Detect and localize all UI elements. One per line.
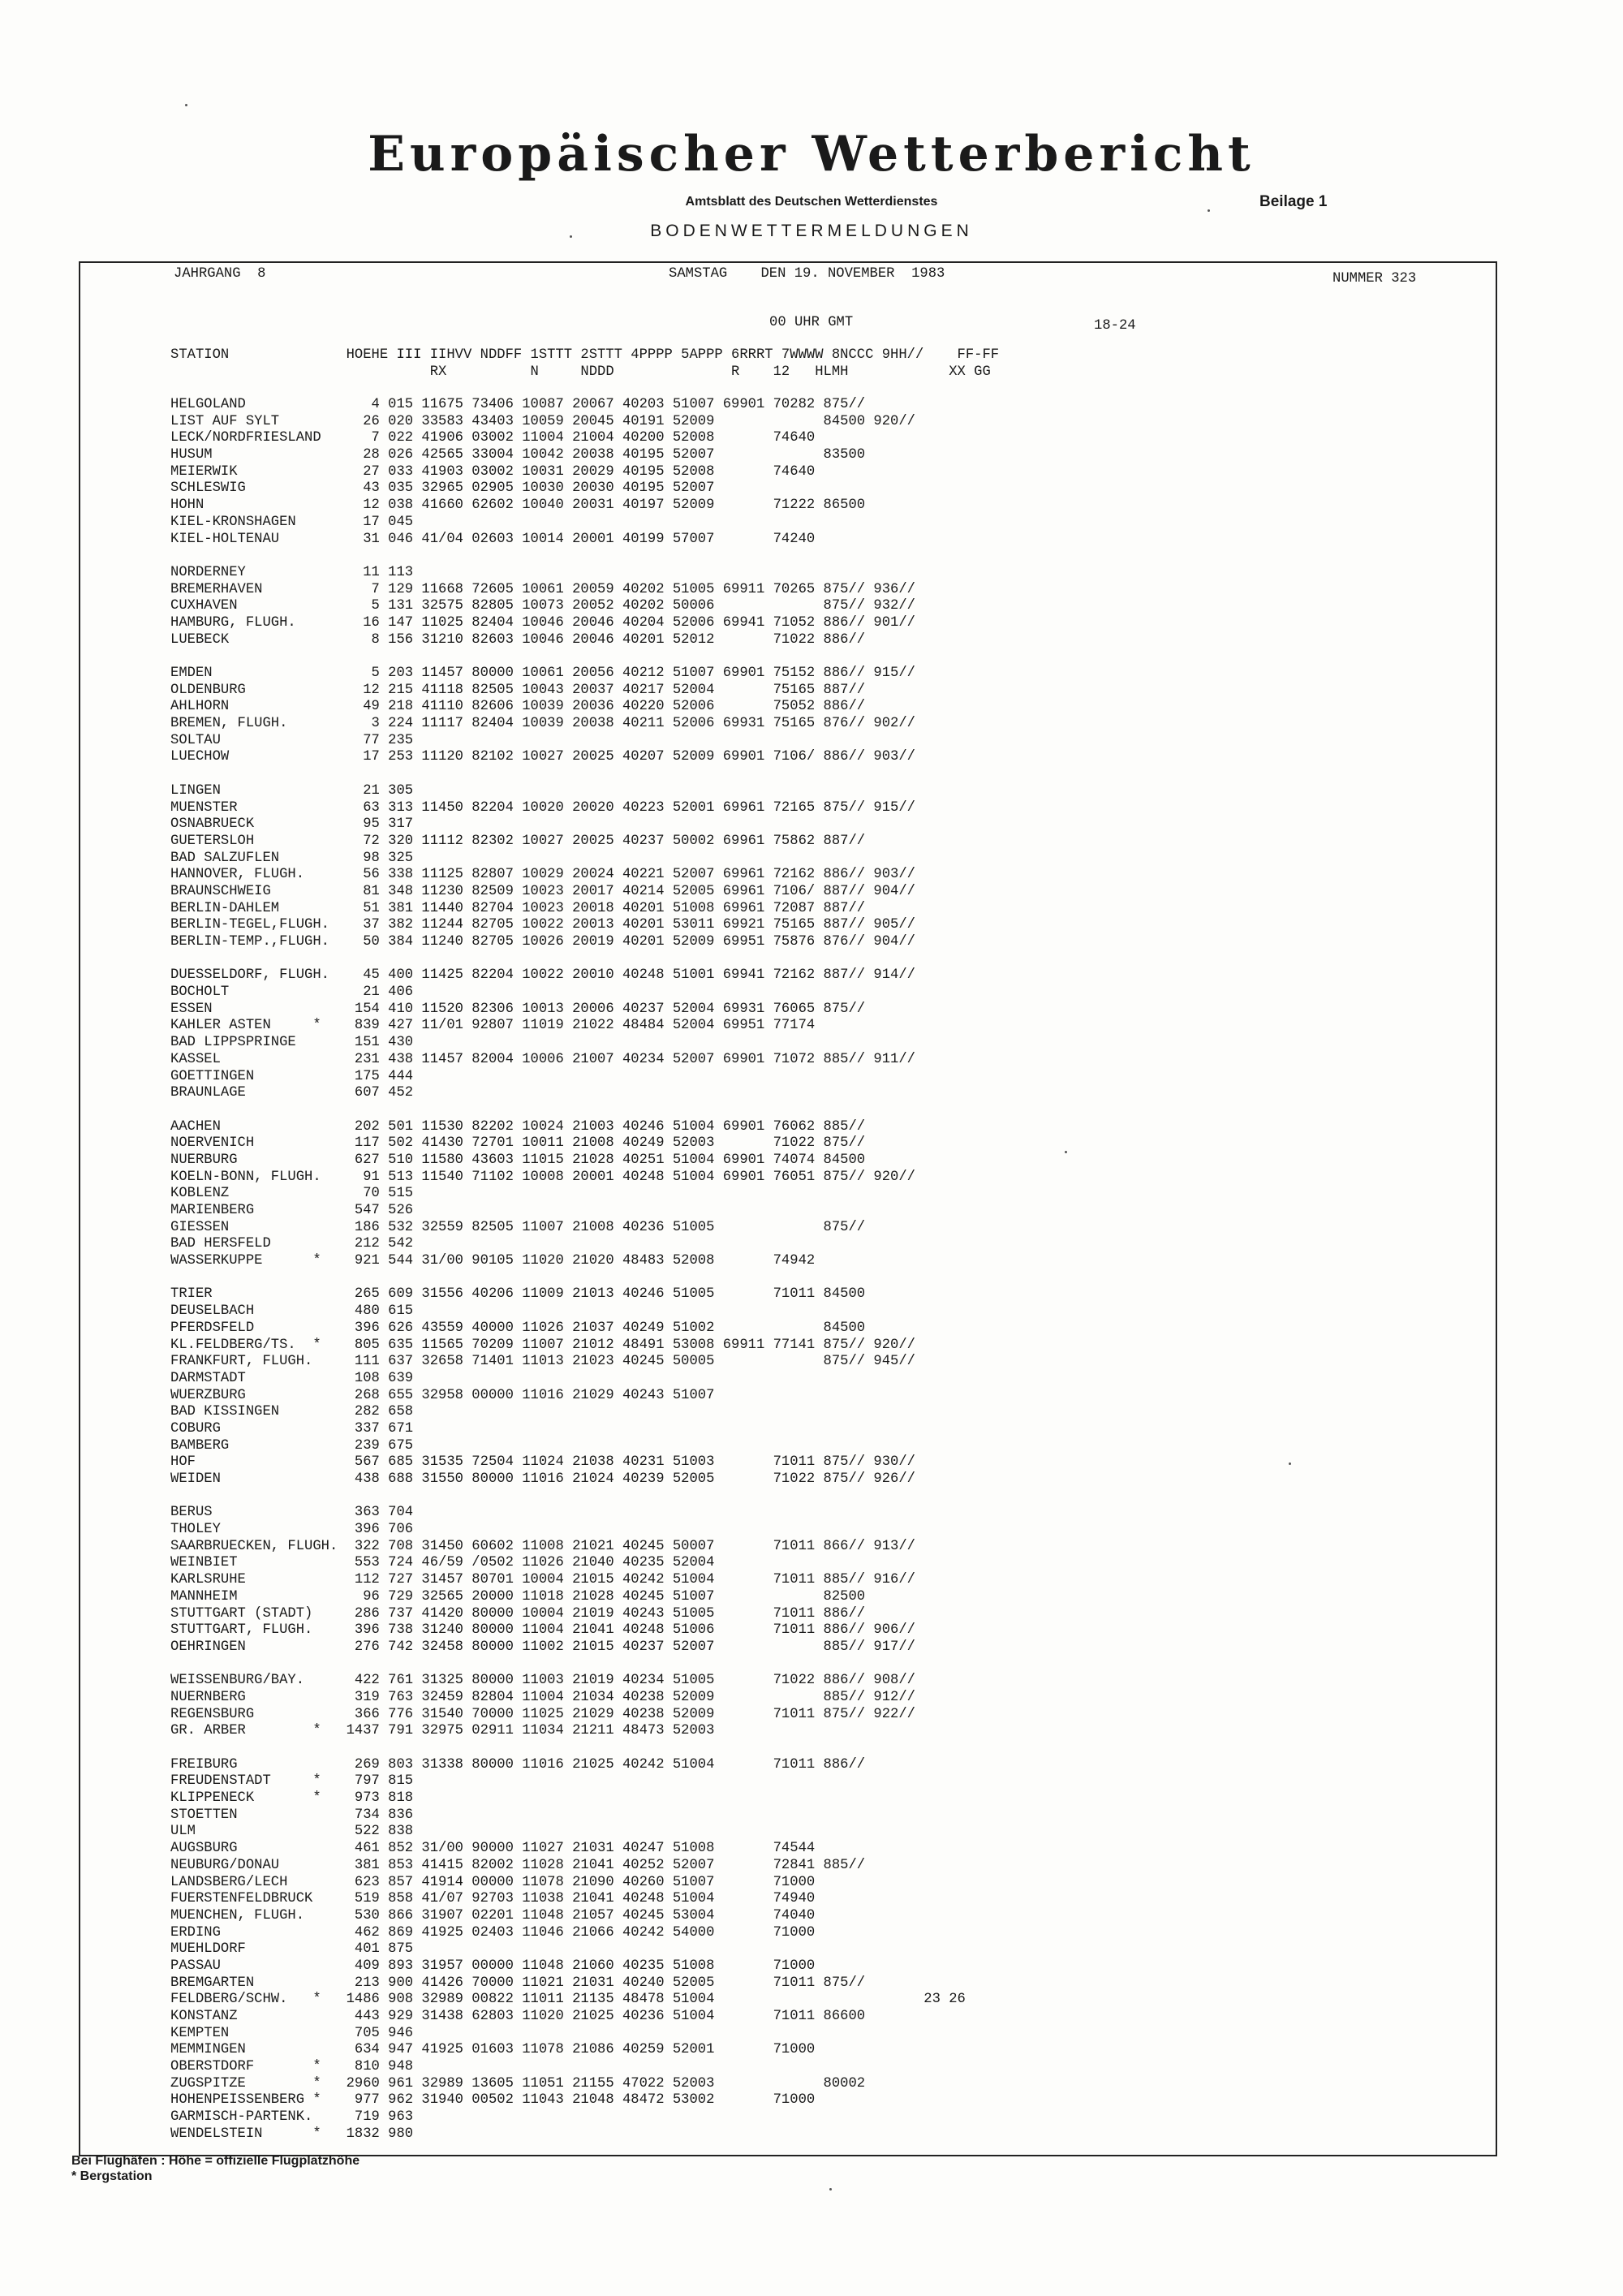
table-row: WEISSENBURG/BAY. 422 761 31325 80000 11003 21019 40234 51005 71022 886// 908// xyxy=(170,1673,915,1689)
table-row: HELGOLAND 4 015 11675 73406 10087 20067 40203 51007 69901 70282 875// xyxy=(170,397,866,412)
table-row: WEINBIET 553 724 46/59 /0502 11026 21040 40235 52004 xyxy=(170,1555,715,1571)
column-header xyxy=(170,347,999,381)
table-row: SOLTAU 77 235 xyxy=(170,732,414,748)
table-row: FUERSTENFELDBRUCK 519 858 41/07 92703 11038 21041 40248 51004 74940 xyxy=(170,1891,816,1907)
footnote-mountain: * Bergstation xyxy=(71,2169,153,2183)
table-row: ESSEN 154 410 11520 82306 10013 20006 40237 52004 69931 76065 875// xyxy=(170,1001,866,1017)
table-row: DEUSELBACH 480 615 xyxy=(170,1303,414,1320)
table-spacer xyxy=(170,1270,966,1287)
table-row: FREIBURG 269 803 31338 80000 11016 21025 40242 51004 71011 886// xyxy=(170,1756,866,1773)
table-row: LECK/NORDFRIESLAND 7 022 41906 03002 11004 21004 40200 52008 74640 xyxy=(170,430,816,446)
table-row: COBURG 337 671 xyxy=(170,1420,414,1437)
page-title: Europäischer Wetterbericht xyxy=(368,126,1255,183)
table-row: NEUBURG/DONAU 381 853 41415 82002 11028 21041 40252 52007 72841 885// xyxy=(170,1857,866,1873)
footnote-airports: Bei Flughäfen : Höhe = offizielle Flugplatzhöhe xyxy=(71,2154,360,2168)
gust-period: 18-24 xyxy=(1094,318,1136,334)
table-row: BREMERHAVEN 7 129 11668 72605 10061 20059 40202 51005 69911 70265 875// 936// xyxy=(170,581,915,597)
table-row: LINGEN 21 305 xyxy=(170,782,414,799)
section-title: BODENWETTERMELDUNGEN xyxy=(650,222,973,240)
table-row: THOLEY 396 706 xyxy=(170,1522,414,1538)
table-spacer xyxy=(170,548,966,565)
table-row: MUENCHEN, FLUGH. 530 866 31907 02201 11048 21057 40245 53004 74040 xyxy=(170,1907,816,1923)
table-row: NORDERNEY 11 113 xyxy=(170,564,414,580)
table-row: WEIDEN 438 688 31550 80000 11016 21024 40239 52005 71022 875// 926// xyxy=(170,1471,915,1487)
column-header-line-2: RX N NDDD R 12 HLMH XX GG xyxy=(170,364,991,380)
table-row: KAHLER ASTEN * 839 427 11/01 92807 11019 21022 48484 52004 69951 77174 xyxy=(170,1018,816,1034)
table-row: NUERNBERG 319 763 32459 82804 11004 21034 40238 52009 885// 912// xyxy=(170,1689,915,1705)
table-row: OBERSTDORF * 810 948 xyxy=(170,2059,414,2075)
table-row: KASSEL 231 438 11457 82004 10006 21007 40234 52007 69901 71072 885// 911// xyxy=(170,1051,915,1067)
table-row: KOBLENZ 70 515 xyxy=(170,1186,414,1202)
table-row: ZUGSPITZE * 2960 961 32989 13605 11051 21155 47022 52003 80002 xyxy=(170,2075,866,2091)
table-row: ULM 522 838 xyxy=(170,1824,414,1840)
table-row: WUERZBURG 268 655 32958 00000 11016 21029 40243 51007 xyxy=(170,1387,715,1403)
table-row: FREUDENSTADT * 797 815 xyxy=(170,1773,414,1790)
table-row: EMDEN 5 203 11457 80000 10061 20056 40212 51007 69901 75152 886// 915// xyxy=(170,666,915,681)
table-row: MARIENBERG 547 526 xyxy=(170,1203,414,1218)
table-row: WENDELSTEIN * 1832 980 xyxy=(170,2126,414,2142)
table-row: LANDSBERG/LECH 623 857 41914 00000 11078 21090 40260 51007 71000 xyxy=(170,1874,816,1890)
table-row: BERLIN-TEGEL,FLUGH. 37 382 11244 82705 10022 20013 40201 53011 69921 75165 887// 905// xyxy=(170,917,915,933)
table-row: DARMSTADT 108 639 xyxy=(170,1370,414,1386)
table-row: SAARBRUECKEN, FLUGH. 322 708 31450 60602 11008 21021 40245 50007 71011 866// 913// xyxy=(170,1538,915,1554)
table-spacer xyxy=(170,1488,966,1506)
table-row: KOELN-BONN, FLUGH. 91 513 11540 71102 10008 20001 40248 51004 69901 76051 875// 920// xyxy=(170,1169,915,1185)
table-row: KIEL-KRONSHAGEN 17 045 xyxy=(170,514,414,530)
table-row: HOHN 12 038 41660 62602 10040 20031 40197 52009 71222 86500 xyxy=(170,498,866,514)
table-row: KIEL-HOLTENAU 31 046 41/04 02603 10014 20001 40199 57007 74240 xyxy=(170,531,816,547)
supplement-label: Beilage 1 xyxy=(1259,193,1328,210)
scan-speck xyxy=(1289,1462,1291,1465)
table-row: OEHRINGEN 276 742 32458 80000 11002 21015 40237 52007 885// 917// xyxy=(170,1639,915,1655)
table-row: LIST AUF SYLT 26 020 33583 43403 10059 20045 40191 52009 84500 920// xyxy=(170,413,915,429)
table-row: BERUS 363 704 xyxy=(170,1505,414,1521)
scan-speck xyxy=(829,2188,832,2190)
table-spacer xyxy=(170,1656,966,1674)
table-row: KONSTANZ 443 929 31438 62803 11020 21025 40236 51004 71011 86600 xyxy=(170,2009,866,2024)
table-row: BOCHOLT 21 406 xyxy=(170,984,414,1001)
table-row: GIESSEN 186 532 32559 82505 11007 21008 40236 51005 875// xyxy=(170,1219,866,1235)
scan-speck xyxy=(570,235,572,238)
table-row: SCHLESWIG 43 035 32965 02905 10030 20030 40195 52007 xyxy=(170,480,715,497)
scan-speck xyxy=(1208,209,1210,212)
table-row: WASSERKUPPE * 921 544 31/00 90105 11020 21020 48483 52008 74942 xyxy=(170,1253,816,1269)
table-row: PASSAU 409 893 31957 00000 11048 21060 40235 51008 71000 xyxy=(170,1958,816,1974)
table-row: HUSUM 28 026 42565 33004 10042 20038 40195 52007 83500 xyxy=(170,447,866,463)
table-row: STUTTGART (STADT) 286 737 41420 80000 10004 21019 40243 51005 71011 886// xyxy=(170,1605,866,1622)
table-row: HANNOVER, FLUGH. 56 338 11125 82807 10029 20024 40221 52007 69961 72162 886// 903// xyxy=(170,867,915,883)
table-row: GOETTINGEN 175 444 xyxy=(170,1068,414,1084)
table-row: NUERBURG 627 510 11580 43603 11015 21028 40251 51004 69901 74074 84500 xyxy=(170,1152,866,1168)
table-row: BAMBERG 239 675 xyxy=(170,1437,414,1454)
table-spacer xyxy=(170,648,966,666)
table-row: BAD SALZUFLEN 98 325 xyxy=(170,850,414,866)
table-spacer xyxy=(170,766,966,783)
table-row: GR. ARBER * 1437 791 32975 02911 11034 21211 48473 52003 xyxy=(170,1723,715,1739)
table-row: STUTTGART, FLUGH. 396 738 31240 80000 11004 21041 40248 51006 71011 886// 906// xyxy=(170,1622,915,1639)
table-row: BREMGARTEN 213 900 41426 70000 11021 21031 40240 52005 71011 875// xyxy=(170,1975,866,1991)
table-row: MEMMINGEN 634 947 41925 01603 11078 21086 40259 52001 71000 xyxy=(170,2042,816,2058)
table-row: BERLIN-TEMP.,FLUGH. 50 384 11240 82705 10026 20019 40201 52009 69951 75876 876// 904// xyxy=(170,934,915,950)
table-row: CUXHAVEN 5 131 32575 82805 10073 20052 40202 50006 875// 932// xyxy=(170,598,915,614)
table-row: MANNHEIM 96 729 32565 20000 11018 21028 40245 51007 82500 xyxy=(170,1588,866,1605)
table-row: HOHENPEISSENBERG * 977 962 31940 00502 11043 21048 48472 53002 71000 xyxy=(170,2092,816,2109)
table-row: BRAUNSCHWEIG 81 348 11230 82509 10023 20017 40214 52005 69961 7106/ 887// 904// xyxy=(170,883,915,899)
table-row: BAD KISSINGEN 282 658 xyxy=(170,1404,414,1420)
table-row: TRIER 265 609 31556 40206 11009 21013 40246 51005 71011 84500 xyxy=(170,1286,866,1303)
scan-speck xyxy=(185,104,187,106)
table-row: KLIPPENECK * 973 818 xyxy=(170,1790,414,1807)
table-spacer xyxy=(170,951,966,968)
publisher-subtitle: Amtsblatt des Deutschen Wetterdienstes xyxy=(685,195,938,209)
table-row: KL.FELDBERG/TS. * 805 635 11565 70209 11007 21012 48491 53008 69911 77141 875// 920// xyxy=(170,1337,915,1353)
table-row: ERDING 462 869 41925 02403 11046 21066 40242 54000 71000 xyxy=(170,1924,816,1941)
table-row: LUEBECK 8 156 31210 82603 10046 20046 40201 52012 71022 886// xyxy=(170,631,866,648)
table-row: BRAUNLAGE 607 452 xyxy=(170,1085,414,1101)
table-row: NOERVENICH 117 502 41430 72701 10011 21008 40249 52003 71022 875// xyxy=(170,1135,866,1152)
table-row: AUGSBURG 461 852 31/00 90000 11027 21031 40247 51008 74544 xyxy=(170,1841,816,1857)
table-row: OLDENBURG 12 215 41118 82505 10043 20037 40217 52004 75165 887// xyxy=(170,682,866,698)
table-row: BAD LIPPSPRINGE 151 430 xyxy=(170,1035,414,1051)
scan-speck xyxy=(1065,1151,1067,1153)
issue-date: SAMSTAG DEN 19. NOVEMBER 1983 xyxy=(669,266,945,282)
table-spacer xyxy=(170,1102,966,1119)
observation-time: 00 UHR GMT xyxy=(769,315,854,330)
table-row: DUESSELDORF, FLUGH. 45 400 11425 82204 10022 20010 40248 51001 69941 72162 887// 914// xyxy=(170,967,915,984)
station-table xyxy=(170,397,966,2143)
table-row: REGENSBURG 366 776 31540 70000 11025 21029 40238 52009 71011 875// 922// xyxy=(170,1706,915,1722)
table-row: BAD HERSFELD 212 542 xyxy=(170,1236,414,1252)
table-row: GARMISCH-PARTENK. 719 963 xyxy=(170,2109,414,2126)
table-row: MUEHLDORF 401 875 xyxy=(170,1941,414,1958)
table-row: AHLHORN 49 218 41110 82606 10039 20036 40220 52006 75052 886// xyxy=(170,699,866,715)
column-header-line-1: STATION HOEHE III IIHVV NDDFF 1STTT 2STTT 4PPPP 5APPP 6RRRT 7WWWW 8NCCC 9HH// FF-FF xyxy=(170,347,1000,363)
table-row: KEMPTEN 705 946 xyxy=(170,2025,414,2041)
table-row: FELDBERG/SCHW. * 1486 908 32989 00822 11011 21135 48478 51004 23 26 xyxy=(170,1992,966,2008)
table-row: HAMBURG, FLUGH. 16 147 11025 82404 10046 20046 40204 52006 69941 71052 886// 901// xyxy=(170,614,915,631)
table-row: MUENSTER 63 313 11450 82204 10020 20020 40223 52001 69961 72165 875// 915// xyxy=(170,799,915,816)
table-row: STOETTEN 734 836 xyxy=(170,1807,414,1823)
table-row: KARLSRUHE 112 727 31457 80701 10004 21015 40242 51004 71011 885// 916// xyxy=(170,1572,915,1588)
table-row: BREMEN, FLUGH. 3 224 11117 82404 10039 20038 40211 52006 69931 75165 876// 902// xyxy=(170,716,915,732)
table-row: GUETERSLOH 72 320 11112 82302 10027 20025 40237 50002 69961 75862 887// xyxy=(170,833,866,849)
volume-label: JAHRGANG 8 xyxy=(174,266,266,282)
issue-number: NUMMER 323 xyxy=(1332,271,1417,286)
table-spacer xyxy=(170,1740,966,1757)
table-row: FRANKFURT, FLUGH. 111 637 32658 71401 11013 21023 40245 50005 875// 945// xyxy=(170,1354,915,1370)
table-row: PFERDSFELD 396 626 43559 40000 11026 21037 40249 51002 84500 xyxy=(170,1320,866,1336)
table-row: BERLIN-DAHLEM 51 381 11440 82704 10023 20018 40201 51008 69961 72087 887// xyxy=(170,900,866,916)
table-row: AACHEN 202 501 11530 82202 10024 21003 40246 51004 69901 76062 885// xyxy=(170,1118,866,1135)
table-row: MEIERWIK 27 033 41903 03002 10031 20029 40195 52008 74640 xyxy=(170,463,816,480)
table-row: HOF 567 685 31535 72504 11024 21038 40231 51003 71011 875// 930// xyxy=(170,1454,915,1471)
table-row: LUECHOW 17 253 11120 82102 10027 20025 40207 52009 69901 7106/ 886// 903// xyxy=(170,749,915,765)
table-row: OSNABRUECK 95 317 xyxy=(170,816,414,833)
